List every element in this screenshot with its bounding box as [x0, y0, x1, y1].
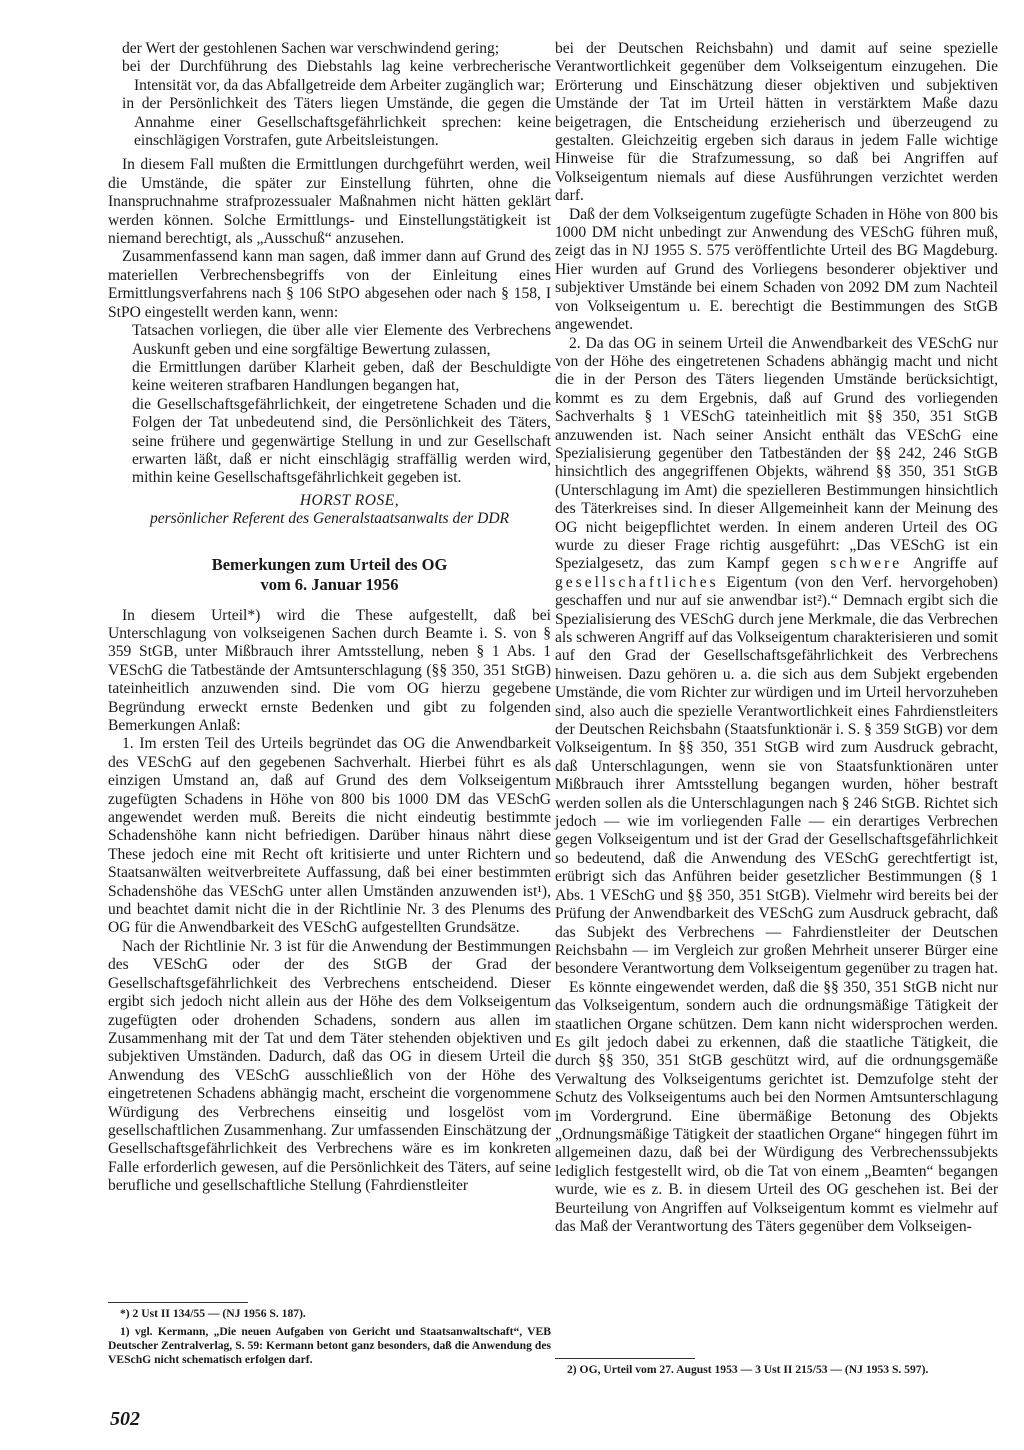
- footnote: *) 2 Ust II 134/55 — (NJ 1956 S. 187).: [120, 1307, 306, 1320]
- page-number: 502: [110, 1408, 140, 1430]
- paragraph: Daß der dem Volkseigentum zugefügte Schaden in Höhe von 800 bis 1000 DM nicht unbedingt zur Anwendung des VESchG führen muß, zeigt das in NJ 1955 S. 575 veröffentlichte Urteil des BG Magdeburg. Hier wurden auf Grund des Vorliegens besonderer objektiver und subjektiver Umstände bei einem Schaden von 2092 DM zum Nachteil von Volkseigentum u. E. berechtigt die Bestimmungen des StGB angewendet.: [555, 205, 998, 334]
- emphasized-word: gesellschaftliches: [555, 573, 719, 591]
- text-run: Eigentum (von den Verf. hervorgehoben) geschaffen und nur auf sie anwendbar ist²).“ Demnach ergibt sich die Spezialisierung des VESchG durch jene Merkmale, die das Verbrechen als schweren Angriff auf das Volkseigentum charakterisieren und somit auf den Grad der Gesellschaftsgefährlichkeit des Verbrechens hinweisen. Dazu gehören u. a. die sich aus dem Subjekt ergebenden Umstände, die vom Richter zur würdigen und im Urteil hervorzuheben sind, also auch die spezielle Verantwortlichkeit eines Fahrdienstleiters der Deutschen Reichsbahn (Staatsfunktionär i. S. § 359 StGB) vor dem Volkseigentum. In §§ 350, 351 StGB wird zum Ausdruck gebracht, daß Unterschlagungen, wenn sie von Staatsfunktionären unter Mißbrauch ihrer Amtsstellung begangen wurden, höher bestraft werden sollen als die Unterschlagungen nach § 246 StGB. Richtet sich jedoch — wie im vorliegenden Falle — ein derartiges Verbrechen gegen Volkseigentum und ist der Grad der Gesellschaftsgefährlichkeit so bedeutend, daß die Anwendung des VESchG gerechtfertigt ist, erübrigt sich das Anführen beider gesetzlicher Bestimmungen (§ 1 Abs. 1 VESchG und §§ 350, 351 StGB). Vielmehr wird bereits bei der Prüfung der Anwendbarkeit des VESchG zum Ausdruck gebracht, daß das Subjekt des Verbrechens — Fahrdienstleiter der Deutschen Reichsbahn — im Vergleich zur großen Mehrheit unserer Bürger eine besondere Verantwortung dem Volkseigentum gegenüber zu tragen hat.: [555, 573, 999, 978]
- list-item: in der Persönlichkeit des Täters liegen Umstände, die gegen die Annahme einer Gesellschaftsgefährlichkeit sprechen: keine einschlägigen Vorstrafen, gute Arbeitsleistungen.: [122, 95, 551, 150]
- footnotes-left: [108, 1302, 551, 1371]
- author-title: persönlicher Referent des Generalstaatsanwalts der DDR: [149, 510, 510, 528]
- section-title-line: vom 6. Januar 1956: [260, 574, 399, 594]
- footnote: 2) OG, Urteil vom 27. August 1953 — 3 Ust II 215/53 — (NJ 1953 S. 597).: [567, 1363, 929, 1376]
- list-item: der Wert der gestohlenen Sachen war verschwindend gering;: [122, 40, 500, 57]
- section-title: [108, 555, 551, 595]
- paragraph: bei der Deutschen Reichsbahn) und damit auf seine spezielle Verantwortlichkeit gegenüber dem Volkseigentum einzugehen. Die Erörterung und Einschätzung dieser objektiven und subjektiven Umstände der Tat im Urteil hätten in verstärktem Maße dazu beigetragen, die Entscheidung erzieherisch und überzeugend zu gestalten. Gleichzeitig ergeben sich daraus in jedem Falle wichtige Hinweise für die Strafzumessung, so daß bei Angriffen auf Volkseigentum niemals auf diese Ausführungen verzichtet werden darf.: [555, 40, 998, 205]
- paragraph: [555, 335, 998, 979]
- text-run: 2. Da das OG in seinem Urteil die Anwendbarkeit des VESchG nur von der Höhe des eingetretenen Schadens abhängig macht und nicht die in der Person des Täters liegenden Umstände berücksichtigt, kommt es zu dem Ergebnis, daß auf Grund des vorliegenden Sachverhalts § 1 VESchG tateinheitlich mit §§ 350, 351 StGB anzuwenden ist. Nach seiner Ansicht enthält das VESchG eine Spezialisierung gegenüber den Tatbeständen der §§ 242, 246 StGB hinsichtlich des angegriffenen Objekts, während §§ 350, 351 StGB (Unterschlagung im Amt) die spezielleren Bestimmungen hinsichtlich des Täterkreises sind. In dieser Allgemeinheit kann der Meinung des OG nicht beigepflichtet werden. In einem anderen Urteil des OG wurde zu dieser Frage richtig ausgeführt: „Das VESchG ist ein Spezialgesetz, das zum Kampf gegen: [555, 334, 998, 573]
- left-column: [108, 40, 551, 1398]
- paragraph: In diesem Urteil*) wird die These aufgestellt, daß bei Unterschlagung von volkseigenen Sachen durch Beamte i. S. von § 359 StGB, unter Mißbrauch ihrer Amtsstellung, neben § 1 Abs. 1 VESchG die Tatbestände der Amtsunterschlagung (§§ 350, 351 StGB) tateinheitlich anzuwenden sind. Die vom OG hierzu gegebene Begründung erweckt ernste Bedenken und gibt zu folgenden Bemerkungen Anlaß:: [108, 606, 551, 734]
- paragraph: Es könnte eingewendet werden, daß die §§ 350, 351 StGB nicht nur das Volkseigentum, sondern auch die ordnungsmäßige Tätigkeit der staatlichen Organe schützen. Dem kann nicht widersprochen werden. Es gilt jedoch dabei zu erkennen, daß die staatliche Tätigkeit, die durch §§ 350, 351 StGB geschützt wird, auf die ordnungsgemäße Verwaltung des Volkseigentums gerichtet ist. Demzufolge steht der Schutz des Volkseigentums auch bei den Normen Amtsunterschlagung im Vordergrund. Eine übermäßige Betonung des Objekts „Ordnungsmäßige Tätigkeit der staatlichen Organe“ hingegen führt im allgemeinen dazu, daß bei der Würdigung des Verbrechenssubjekts lediglich festgestellt wird, ob die Tat von einem „Beamten“ begangen wurde, wie es z. B. in diesem Urteil des OG geschehen ist. Bei der Beurteilung von Angriffen auf Volkseigentum kommt es vielmehr auf das Maß der Verantwortung des Täters gegenüber dem Volkseigen-: [555, 978, 998, 1235]
- emphasized-word: schwere: [830, 555, 903, 573]
- author-name: HORST ROSE,: [299, 491, 400, 509]
- footnote: 1) vgl. Kermann, „Die neuen Aufgaben von Gericht und Staatsanwaltschaft“, VEB Deutscher Zentralverlag, S. 59: Kermann betont ganz besonders, daß die Anwendung des VESchG nicht schematisch erfolgen darf.: [108, 1325, 551, 1366]
- footnote-divider: [108, 1302, 248, 1303]
- paragraph: In diesem Fall mußten die Ermittlungen durchgeführt werden, weil die Umstände, die später zur Einstellung führten, ohne die Inanspruchnahme strafprozessualer Maßnahmen nicht hätten geklärt werden können. Solche Ermittlungs- und Einstellungstätigkeit ist niemand berechtigt, als „Ausschuß“ anzusehen.: [108, 156, 551, 248]
- list-item: die Ermittlungen darüber Klarheit geben, daß der Beschuldigte keine weiteren strafbaren Handlungen begangen hat,: [132, 358, 551, 395]
- list-item: Tatsachen vorliegen, die über alle vier Elemente des Verbrechens Auskunft geben und eine sorgfältige Bewertung zulassen,: [132, 322, 551, 358]
- footnote-divider: [555, 1358, 695, 1359]
- right-column: [555, 40, 998, 1398]
- paragraph: Zusammenfassend kann man sagen, daß immer dann auf Grund des materiellen Verbrechensbegriffs von der Einleitung eines Ermittlungsverfahrens nach § 106 StPO abgesehen oder nach § 158, I StPO eingestellt werden kann, wenn:: [108, 248, 551, 321]
- footnotes-right: [555, 1358, 998, 1381]
- paragraph: 1. Im ersten Teil des Urteils begründet das OG die Anwendbarkeit des VESchG auf den gegebenen Sachverhalt. Hierbei führt es als einzigen Umstand an, daß auf Grund des dem Volkseigentum zugefügten Schadens in Höhe von 800 bis 1000 DM das VESchG angewendet werden muß. Bereits die nicht eindeutig bestimmte Schadenshöhe kann nicht befriedigen. Darüber hinaus nährt diese These jedoch eine mit Recht oft kritisierte und unter Richtern und Staatsanwälten weitverbreitete Auffassung, daß bei einer bestimmten Schadenshöhe das VESchG unter allen Umständen anzuwenden ist¹), und beachtet damit nicht die in der Richtlinie Nr. 3 des Plenums des OG für die Anwendbarkeit des VESchG aufgestellten Grundsätze.: [108, 735, 551, 937]
- paragraph: Nach der Richtlinie Nr. 3 ist für die Anwendung der Bestimmungen des VESchG oder der des StGB der Grad der Gesellschaftsgefährlichkeit des Verbrechens entscheidend. Dieser ergibt sich jedoch nicht allein aus der Höhe des dem Volkseigentum zugefügten oder drohenden Schadens, sondern aus allen im Zusammenhang mit der Tat und dem Täter stehenden objektiven und subjektiven Umständen. Dadurch, daß das OG in diesem Urteil die Anwendung des VESchG ausschließlich von der Höhe des eingetretenen Schadens abhängig macht, erscheint die vorgenommene Würdigung des Verbrechens einseitig und losgelöst vom gesellschaftlichen Zusammenhang. Zur umfassenden Einschätzung der Gesellschaftsgefährlichkeit des Verbrechens wäre es im konkreten Falle erforderlich gewesen, auf die Persönlichkeit des Täters, auf seine berufliche und gesellschaftliche Stellung (Fahrdienstleiter: [108, 937, 551, 1195]
- list-item: bei der Durchführung des Diebstahls lag keine verbrecherische Intensität vor, da das Abfallgetreide dem Arbeiter zugänglich war;: [122, 58, 551, 94]
- text-run: Angriffe auf: [902, 555, 998, 573]
- list-item: die Gesellschaftsgefährlichkeit, der eingetretene Schaden und die Folgen der Tat unbedeutend sind, die Persönlichkeit des Täters, seine frühere und gegenwärtige Stellung in und zur Gesellschaft erwarten läßt, daß er nicht einschlägig straffällig werden wird, mithin keine Gesellschaftsgefährlichkeit gegeben ist.: [132, 395, 551, 487]
- section-title-line: Bemerkungen zum Urteil des OG: [211, 554, 448, 574]
